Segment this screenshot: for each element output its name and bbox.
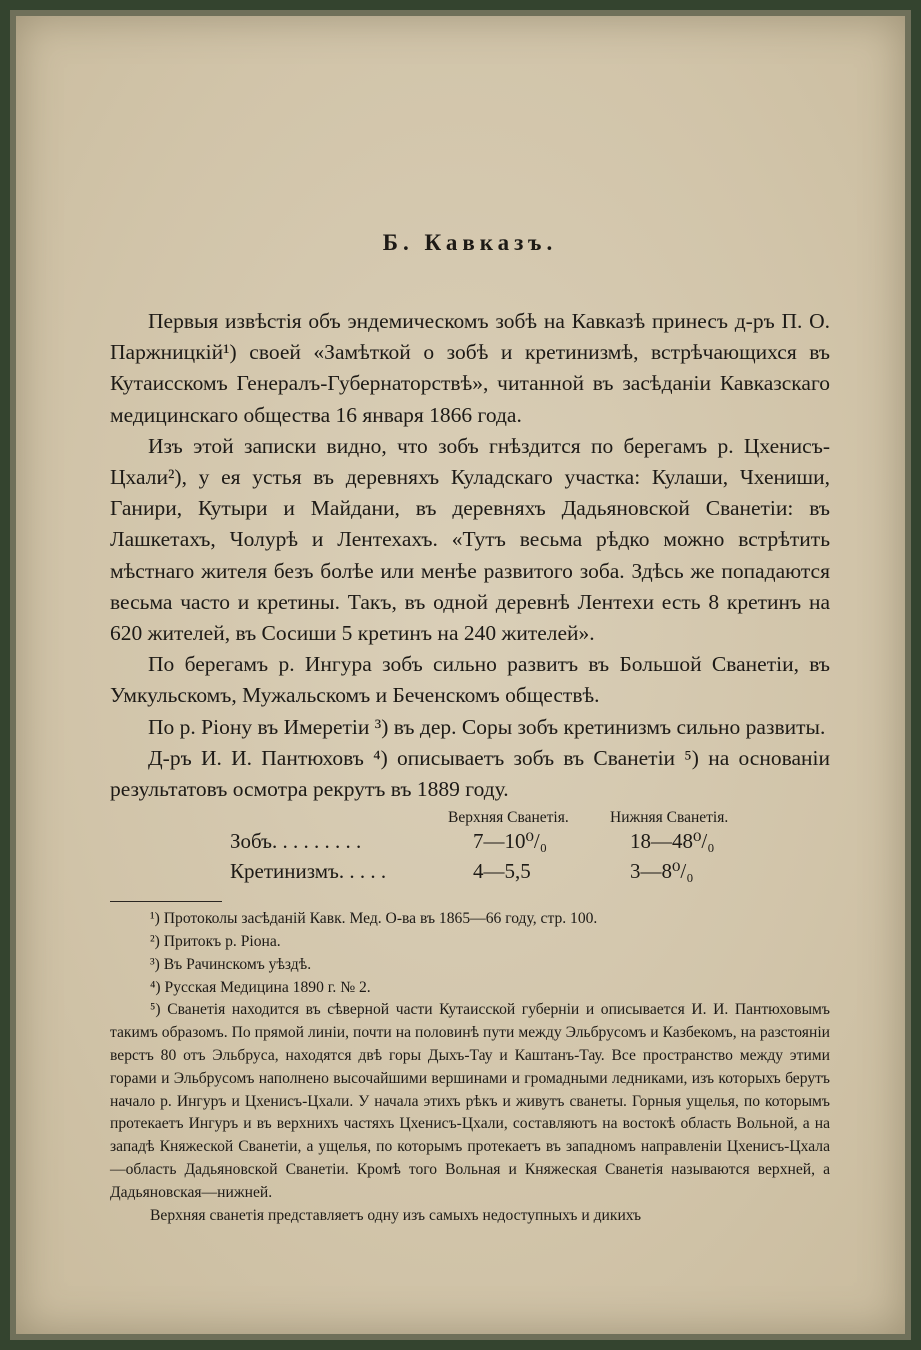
footnote-continuation: Верхняя сванетія представляетъ одну изъ самыхъ недоступныхъ и дикихъ (150, 1206, 642, 1224)
footnote-3: ³) Въ Рачинскомъ уѣздѣ. (150, 955, 312, 973)
value-upper: 4—5,5 (473, 859, 531, 884)
paragraph-3: По берегамъ р. Ингура зобъ сильно развитъ въ Большой Сванетіи, въ Умкульскомъ, Мужальскомъ и Беченскомъ обществѣ. (110, 652, 830, 708)
value-upper: 7—10⁰/₀ (473, 829, 548, 854)
paragraph-5: Д-ръ И. И. Пантюховъ ⁴) описываетъ зобъ въ Сванетіи ⁵) на основаніи результатовъ осмотра рекрутъ въ 1889 году. (110, 745, 830, 802)
paragraph-1: Первыя извѣстія объ эндемическомъ зобѣ на Кавказѣ принесъ д-ръ П. О. Паржницкій¹) своей «Замѣткой о зобѣ и кретинизмѣ, встрѣчающихся въ Кутаисскомъ Генералъ-Губернаторствѣ», читанной въ засѣданіи Кавказскаго медицинскаго общества 16 января 1866 года. (110, 309, 830, 427)
table-row (230, 859, 830, 887)
column-header-upper: Верхняя Сванетія. (448, 809, 569, 827)
table-row (230, 829, 830, 857)
footnote-5: ⁵) Сванетія находится въ сѣверной части Кутаисской губерніи и описывается И. И. Пантюховымъ такимъ образомъ. По прямой линіи, почти на половинѣ пути между Эльбрусомъ и Казбекомъ, на разстояніи верстъ 80 отъ Эльбруса, находятся двѣ горы Дыхъ-Тау и Каштанъ-Тау. Все пространство между этими горами и Эльбрусомъ наполнено высочайшими вершинами и громадными ледниками, изъ которыхъ берутъ начало р. Ингуръ и Цхенисъ-Цхали. У начала этихъ рѣкъ и живутъ сванеты. Горныя ущелья, по которымъ протекаетъ Ингуръ и въ верхнихъ частяхъ Цхенисъ-Цхали, составляютъ на востокѣ область Вольной, а на западѣ Княжеской Сванетіи, а ущелья, по которымъ протекаетъ въ западномъ направленіи Цхенисъ-Цхала—область Дадьяновской Сванетіи. Кромѣ того Вольная и Княжеская Сванетія называются верхней, а Дадьяновская—нижней. (110, 1001, 830, 1201)
footnote-4: ⁴) Русская Медицина 1890 г. № 2. (150, 978, 371, 996)
section-heading: Б. Кавказъ. (382, 230, 558, 255)
row-label: Зобъ. . . . . . . . . (230, 829, 362, 854)
paragraph-2: Изъ этой записки видно, что зобъ гнѣздится по берегамъ р. Цхенисъ-Цхали²), у ея устья въ деревняхъ Куладскаго участка: Кулаши, Чхениши, Ганири, Кутыри и Майдани, въ деревняхъ Дадьяновской Сванетіи: въ Лашкетахъ, Чолурѣ и Лентехахъ. «Тутъ весьма рѣдко можно встрѣтить мѣстнаго жителя безъ болѣе или менѣе развитого зоба. Здѣсь же попадаются весьма часто и кретины. Такъ, въ одной деревнѣ Лентехи есть 8 кретинъ на 620 жителей, въ Сосиши 5 кретинъ на 240 жителей». (110, 433, 830, 646)
value-lower: 3—8⁰/₀ (630, 859, 694, 884)
value-lower: 18—48⁰/₀ (630, 829, 715, 854)
paragraph-4: По р. Ріону въ Имеретіи ³) въ дер. Соры зобъ кретинизмъ сильно развиты. (148, 714, 826, 739)
footnote-2: ²) Притокъ р. Ріона. (150, 933, 281, 951)
footnote-1: ¹) Протоколы засѣданій Кавк. Мед. О-ва въ 1865—66 году, стр. 100. (150, 910, 598, 928)
statistics-table (110, 809, 830, 887)
page-content (110, 228, 830, 1227)
footnote-divider (110, 901, 222, 902)
column-header-lower: Нижняя Сванетія. (610, 809, 729, 827)
row-label: Кретинизмъ. . . . . (230, 859, 387, 884)
